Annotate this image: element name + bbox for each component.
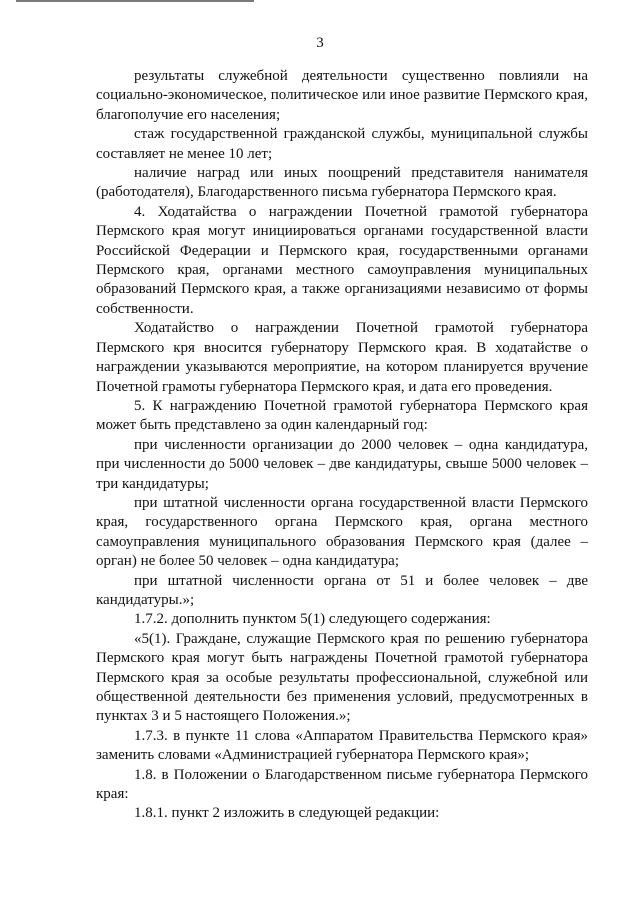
paragraph: 1.8. в Положении о Благодарственном письме губернатора Пермского края: <box>96 766 588 803</box>
paragraph: 4. Ходатайства о награждении Почетной грамотой губернатора Пермского края могут инициироваться органами государственной власти Российской Федерации и Пермского края, государственными органами Пермского края, органами местного самоуправления муниципальных образований Пермского края, а также организациями независимо от формы собственности. <box>96 203 588 317</box>
paragraph: 1.7.2. дополнить пунктом 5(1) следующего содержания: <box>134 611 491 628</box>
paragraph: при численности организации до 2000 человек – одна кандидатура, при численности до 5000 человек – две кандидатуры, свыше 5000 человек – три кандидатуры; <box>96 436 588 492</box>
paragraph: 5. К награждению Почетной грамотой губернатора Пермского края может быть представлено за один календарный год: <box>96 397 588 434</box>
page-number: 3 <box>316 35 324 51</box>
paragraph: 1.7.3. в пункте 11 слова «Аппаратом Правительства Пермского края» заменить словами «Администрацией губернатора Пермского края»; <box>96 727 588 764</box>
paragraph: при штатной численности органа от 51 и более человек – две кандидатуры.»; <box>96 572 588 608</box>
paragraph: стаж государственной гражданской службы, муниципальной службы составляет не менее 10 лет; <box>96 126 588 162</box>
paragraph: Ходатайство о награждении Почетной грамотой губернатора Пермского кря вносится губернатору Пермского края. В ходатайстве о награждении указываются мероприятие, на котором планируется вручение Почетной грамоты губернатора Пермского края, и дата его проведения. <box>96 320 588 395</box>
paragraph: результаты служебной деятельности существенно повлияли на социально-экономическое, политическое или иное развитие Пермского края, благополучие его населения; <box>96 68 588 123</box>
body-text <box>96 67 588 824</box>
paragraph: 1.8.1. пункт 2 изложить в следующей редакции: <box>134 805 440 822</box>
paragraph: наличие наград или иных поощрений представителя нанимателя (работодателя), Благодарственного письма губернатора Пермского края. <box>96 165 588 201</box>
paragraph: при штатной численности органа государственной власти Пермского края, государственного органа Пермского края, органа местного самоуправления муниципального образования Пермского края (далее – орган) не более 50 человек – одна кандидатура; <box>96 494 588 570</box>
paragraph: «5(1). Граждане, служащие Пермского края по решению губернатора Пермского края могут быть награждены Почетной грамотой губернатора Пермского края за особые результаты профессиональной, служебной или общественной деятельности без применения условий, предусмотренных в пунктах 3 и 5 настоящего Положения.»; <box>96 630 588 725</box>
top-rule <box>16 0 254 2</box>
